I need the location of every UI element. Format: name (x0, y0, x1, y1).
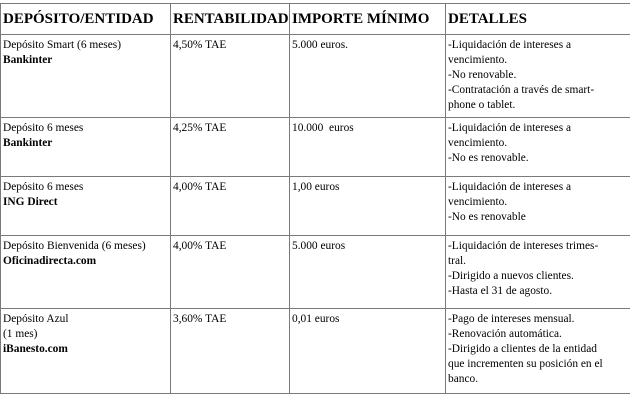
minimum-cell: 5.000 euros. (290, 35, 446, 118)
rate-cell: 4,00% TAE (171, 177, 290, 236)
entity-name: ING Direct (3, 196, 58, 208)
entity-name: Oficinadirecta.com (3, 255, 97, 267)
detail-line: -Liquidación de intereses a (448, 122, 572, 134)
deposit-term: (1 mes) (3, 328, 38, 340)
deposit-cell (1, 118, 171, 177)
detail-line: -Dirigido a clientes de la entidad (448, 343, 597, 355)
detail-line: tral. (448, 255, 467, 267)
table-row (1, 236, 630, 309)
detail-line: -No renovable. (448, 69, 517, 81)
rate-cell: 4,00% TAE (171, 236, 290, 309)
entity-name: iBanesto.com (3, 343, 68, 355)
deposit-cell (1, 309, 171, 394)
detail-line: phone o tablet. (448, 99, 516, 111)
detail-line: -Liquidación de intereses a (448, 181, 572, 193)
header-minimum-amount: IMPORTE MÍNIMO (290, 4, 446, 35)
detail-line: vencimiento. (448, 54, 508, 66)
deposit-name: Depósito Smart (6 meses) (3, 39, 121, 51)
detail-line: -Pago de intereses mensual. (448, 313, 575, 325)
minimum-cell: 10.000 euros (290, 118, 446, 177)
deposit-name: Depósito 6 meses (3, 181, 84, 193)
deposit-cell (1, 177, 171, 236)
minimum-cell: 5.000 euros (290, 236, 446, 309)
header-deposit-entity: DEPÓSITO/ENTIDAD (1, 4, 171, 35)
deposit-cell (1, 236, 171, 309)
table-row (1, 177, 630, 236)
deposits-comparison-table (0, 3, 630, 394)
deposit-name: Depósito Azul (3, 313, 69, 325)
detail-line: -Hasta el 31 de agosto. (448, 285, 553, 297)
table-row (1, 118, 630, 177)
rate-cell: 3,60% TAE (171, 309, 290, 394)
rate-cell: 4,50% TAE (171, 35, 290, 118)
minimum-cell: 1,00 euros (290, 177, 446, 236)
minimum-cell: 0,01 euros (290, 309, 446, 394)
header-details: DETALLES (446, 4, 630, 35)
details-cell (446, 236, 630, 309)
details-cell (446, 177, 630, 236)
detail-line: -Liquidación de intereses trimes- (448, 240, 599, 252)
rate-cell: 4,25% TAE (171, 118, 290, 177)
table-row (1, 309, 630, 394)
deposit-name: Depósito Bienvenida (6 meses) (3, 240, 146, 252)
detail-line: vencimiento. (448, 137, 508, 149)
deposit-cell (1, 35, 171, 118)
detail-line: vencimiento. (448, 196, 508, 208)
details-cell (446, 309, 630, 394)
table-header-row (1, 4, 630, 35)
header-rate: RENTABILIDAD (171, 4, 290, 35)
deposit-name: Depósito 6 meses (3, 122, 84, 134)
detail-line: que incrementen su posición en el (448, 358, 603, 370)
detail-line: -Dirigido a nuevos clientes. (448, 270, 574, 282)
detail-line: -No es renovable (448, 211, 526, 223)
detail-line: banco. (448, 373, 479, 385)
entity-name: Bankinter (3, 54, 53, 66)
entity-name: Bankinter (3, 137, 53, 149)
detail-line: -Renovación automática. (448, 328, 562, 340)
table-row (1, 35, 630, 118)
detail-line: -No es renovable. (448, 152, 529, 164)
detail-line: -Contratación a través de smart- (448, 84, 595, 96)
details-cell (446, 35, 630, 118)
details-cell (446, 118, 630, 177)
detail-line: -Liquidación de intereses a (448, 39, 572, 51)
